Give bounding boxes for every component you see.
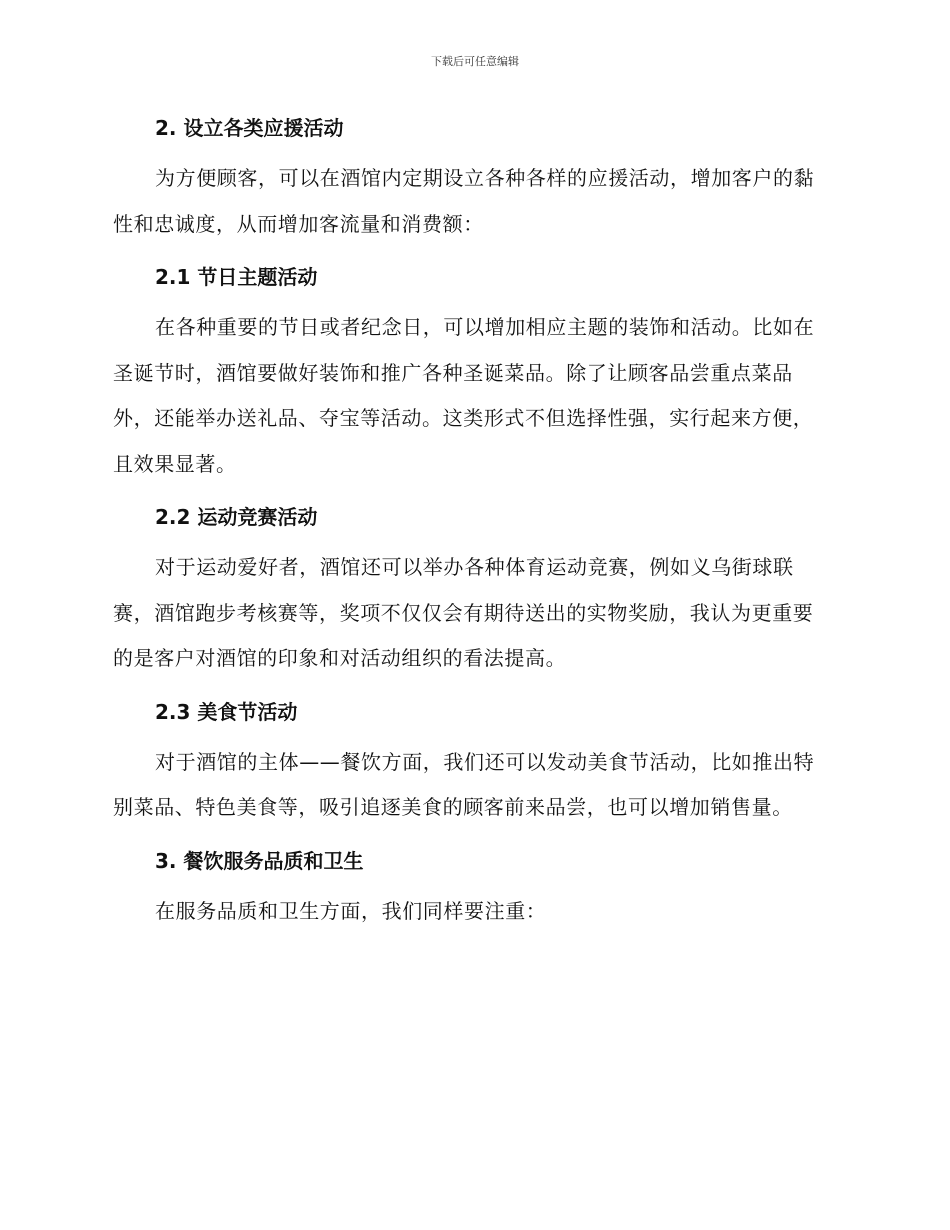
section-heading: 2.2 运动竞赛活动: [155, 505, 318, 529]
section-paragraph: 为方便顾客，可以在酒馆内定期设立各种各样的应援活动，增加客户的黏性和忠诚度，从而增加客流量和消费额：: [113, 166, 815, 236]
section-paragraph: 在各种重要的节日或者纪念日，可以增加相应主题的装饰和活动。比如在圣诞节时，酒馆要做好装饰和推广各种圣诞菜品。除了让顾客品尝重点菜品外，还能举办送礼品、夺宝等活动。这类形式不但选择性强，实行起来方便，且效果显著。: [113, 315, 815, 476]
page-header: 下载后可任意编辑: [431, 55, 519, 68]
document-body: [113, 112, 831, 934]
section-paragraph: 对于运动爱好者，酒馆还可以举办各种体育运动竞赛，例如义乌街球联赛，酒馆跑步考核赛等，奖项不仅仅会有期待送出的实物奖励，我认为更重要的是客户对酒馆的印象和对活动组织的看法提高。: [113, 555, 814, 670]
section-heading: 2.3 美食节活动: [155, 699, 298, 724]
section-heading: 3. 餐饮服务品质和卫生: [155, 848, 364, 873]
section-heading: 2. 设立各类应援活动: [155, 116, 344, 140]
section-heading: 2.1 节日主题活动: [155, 265, 318, 289]
section-paragraph: 在服务品质和卫生方面，我们同样要注重：: [155, 898, 547, 923]
section-paragraph: 对于酒馆的主体——餐饮方面，我们还可以发动美食节活动，比如推出特别菜品、特色美食等，吸引追逐美食的顾客前来品尝，也可以增加销售量。: [113, 749, 815, 819]
